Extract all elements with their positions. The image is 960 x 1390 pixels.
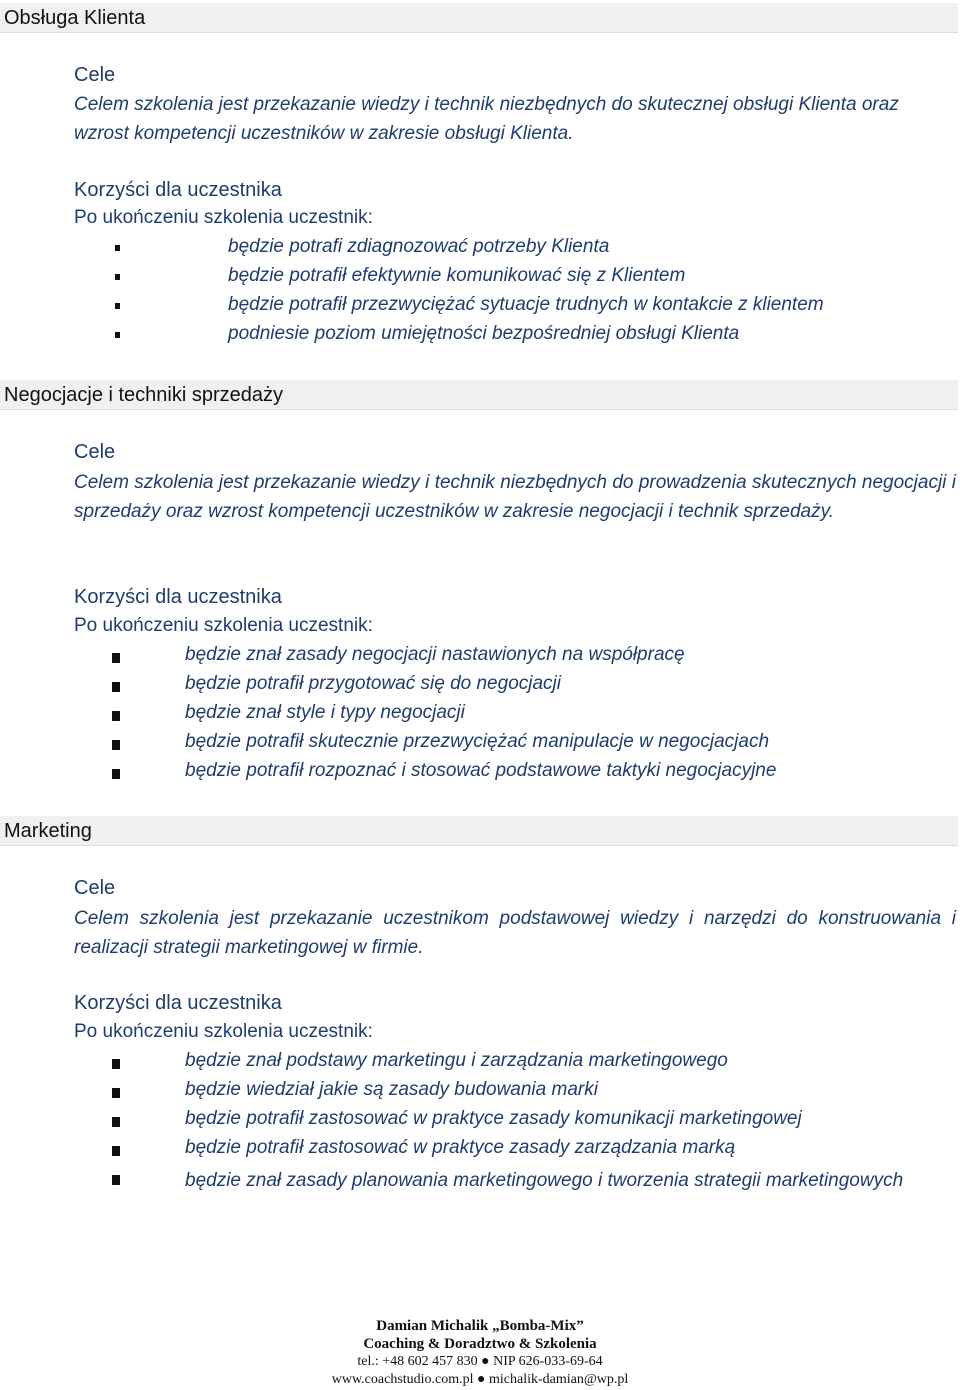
cele-heading: Cele (74, 64, 116, 86)
cele-text: Celem szkolenia jest przekazanie wiedzy i technik niezbędnych do prowadzenia skutecznych negocjacji i sprzedaży oraz wzrost kompetencji uczestników w zakresie negocjacji i technik sprzedaży. (74, 472, 956, 522)
list-item: będzie znał zasady planowania marketingowego i tworzenia strategii marketingowych (185, 1170, 904, 1191)
bullet-square-icon (112, 682, 120, 692)
footer-name: Damian Michalik „Bomba-Mix” (376, 1318, 584, 1334)
benefits-heading: Korzyści dla uczestnika (74, 179, 282, 201)
bullet-square-icon (112, 1059, 120, 1069)
list-item: będzie potrafił zastosować w praktyce zasady zarządzania marką (185, 1137, 736, 1158)
bullet-square-icon (112, 711, 120, 721)
cele-heading: Cele (74, 441, 116, 463)
bullet-square-icon (112, 740, 120, 750)
list-item: będzie potrafił skutecznie przezwyciężać manipulacje w negocjacjach (185, 731, 770, 752)
section-header-negocjacje: Negocjacje i techniki sprzedaży (0, 380, 958, 410)
bullet-square-icon (115, 332, 120, 338)
bullet-square-icon (112, 1117, 120, 1127)
benefits-intro: Po ukończeniu szkolenia uczestnik: (74, 1021, 373, 1042)
list-item: będzie znał zasady negocjacji nastawionych na współpracę (185, 644, 685, 665)
section-header-obsluga-klienta: Obsługa Klienta (0, 3, 958, 33)
list-item: będzie potrafił efektywnie komunikować się z Klientem (228, 265, 686, 286)
list-item: będzie potrafi zdiagnozować potrzeby Klienta (228, 236, 610, 257)
bullet-square-icon (115, 245, 120, 251)
cele-heading: Cele (74, 877, 116, 899)
footer-services: Coaching & Doradztwo & Szkolenia (363, 1336, 597, 1352)
list-item: będzie potrafił zastosować w praktyce zasady komunikacji marketingowej (185, 1108, 802, 1129)
benefits-heading: Korzyści dla uczestnika (74, 586, 282, 608)
list-item: będzie potrafił przygotować się do negocjacji (185, 673, 561, 694)
list-item: będzie potrafił przezwyciężać sytuacje trudnych w kontakcie z klientem (228, 294, 824, 315)
list-item: podniesie poziom umiejętności bezpośredniej obsługi Klienta (228, 323, 740, 344)
bullet-square-icon (115, 274, 120, 280)
list-item: będzie potrafił rozpoznać i stosować podstawowe taktyki negocjacyjne (185, 760, 777, 781)
list-item: będzie wiedział jakie są zasady budowania marki (185, 1079, 598, 1100)
list-item: będzie znał podstawy marketingu i zarządzania marketingowego (185, 1050, 728, 1071)
bullet-square-icon (112, 769, 120, 779)
section-header-marketing: Marketing (0, 816, 958, 846)
footer-web: www.coachstudio.com.pl ● michalik-damian@wp.pl (331, 1372, 629, 1387)
cele-text: Celem szkolenia jest przekazanie uczestnikom podstawowej wiedzy i narzędzi do konstruowania i realizacji strategii marketingowej w firmie. (74, 908, 956, 958)
list-item: będzie znał style i typy negocjacji (185, 702, 465, 723)
benefits-intro: Po ukończeniu szkolenia uczestnik: (74, 615, 373, 636)
bullet-square-icon (112, 653, 120, 663)
bullet-square-icon (115, 303, 120, 309)
cele-text: Celem szkolenia jest przekazanie wiedzy i technik niezbędnych do skutecznej obsługi Klienta oraz wzrost kompetencji uczestników w zakresie obsługi Klienta. (74, 94, 899, 144)
bullet-square-icon (112, 1146, 120, 1156)
bullet-square-icon (112, 1088, 120, 1098)
footer-contact: tel.: +48 602 457 830 ● NIP 626-033-69-64 (357, 1354, 603, 1369)
benefits-heading: Korzyści dla uczestnika (74, 992, 282, 1014)
bullet-square-icon (112, 1175, 120, 1185)
benefits-intro: Po ukończeniu szkolenia uczestnik: (74, 207, 373, 228)
